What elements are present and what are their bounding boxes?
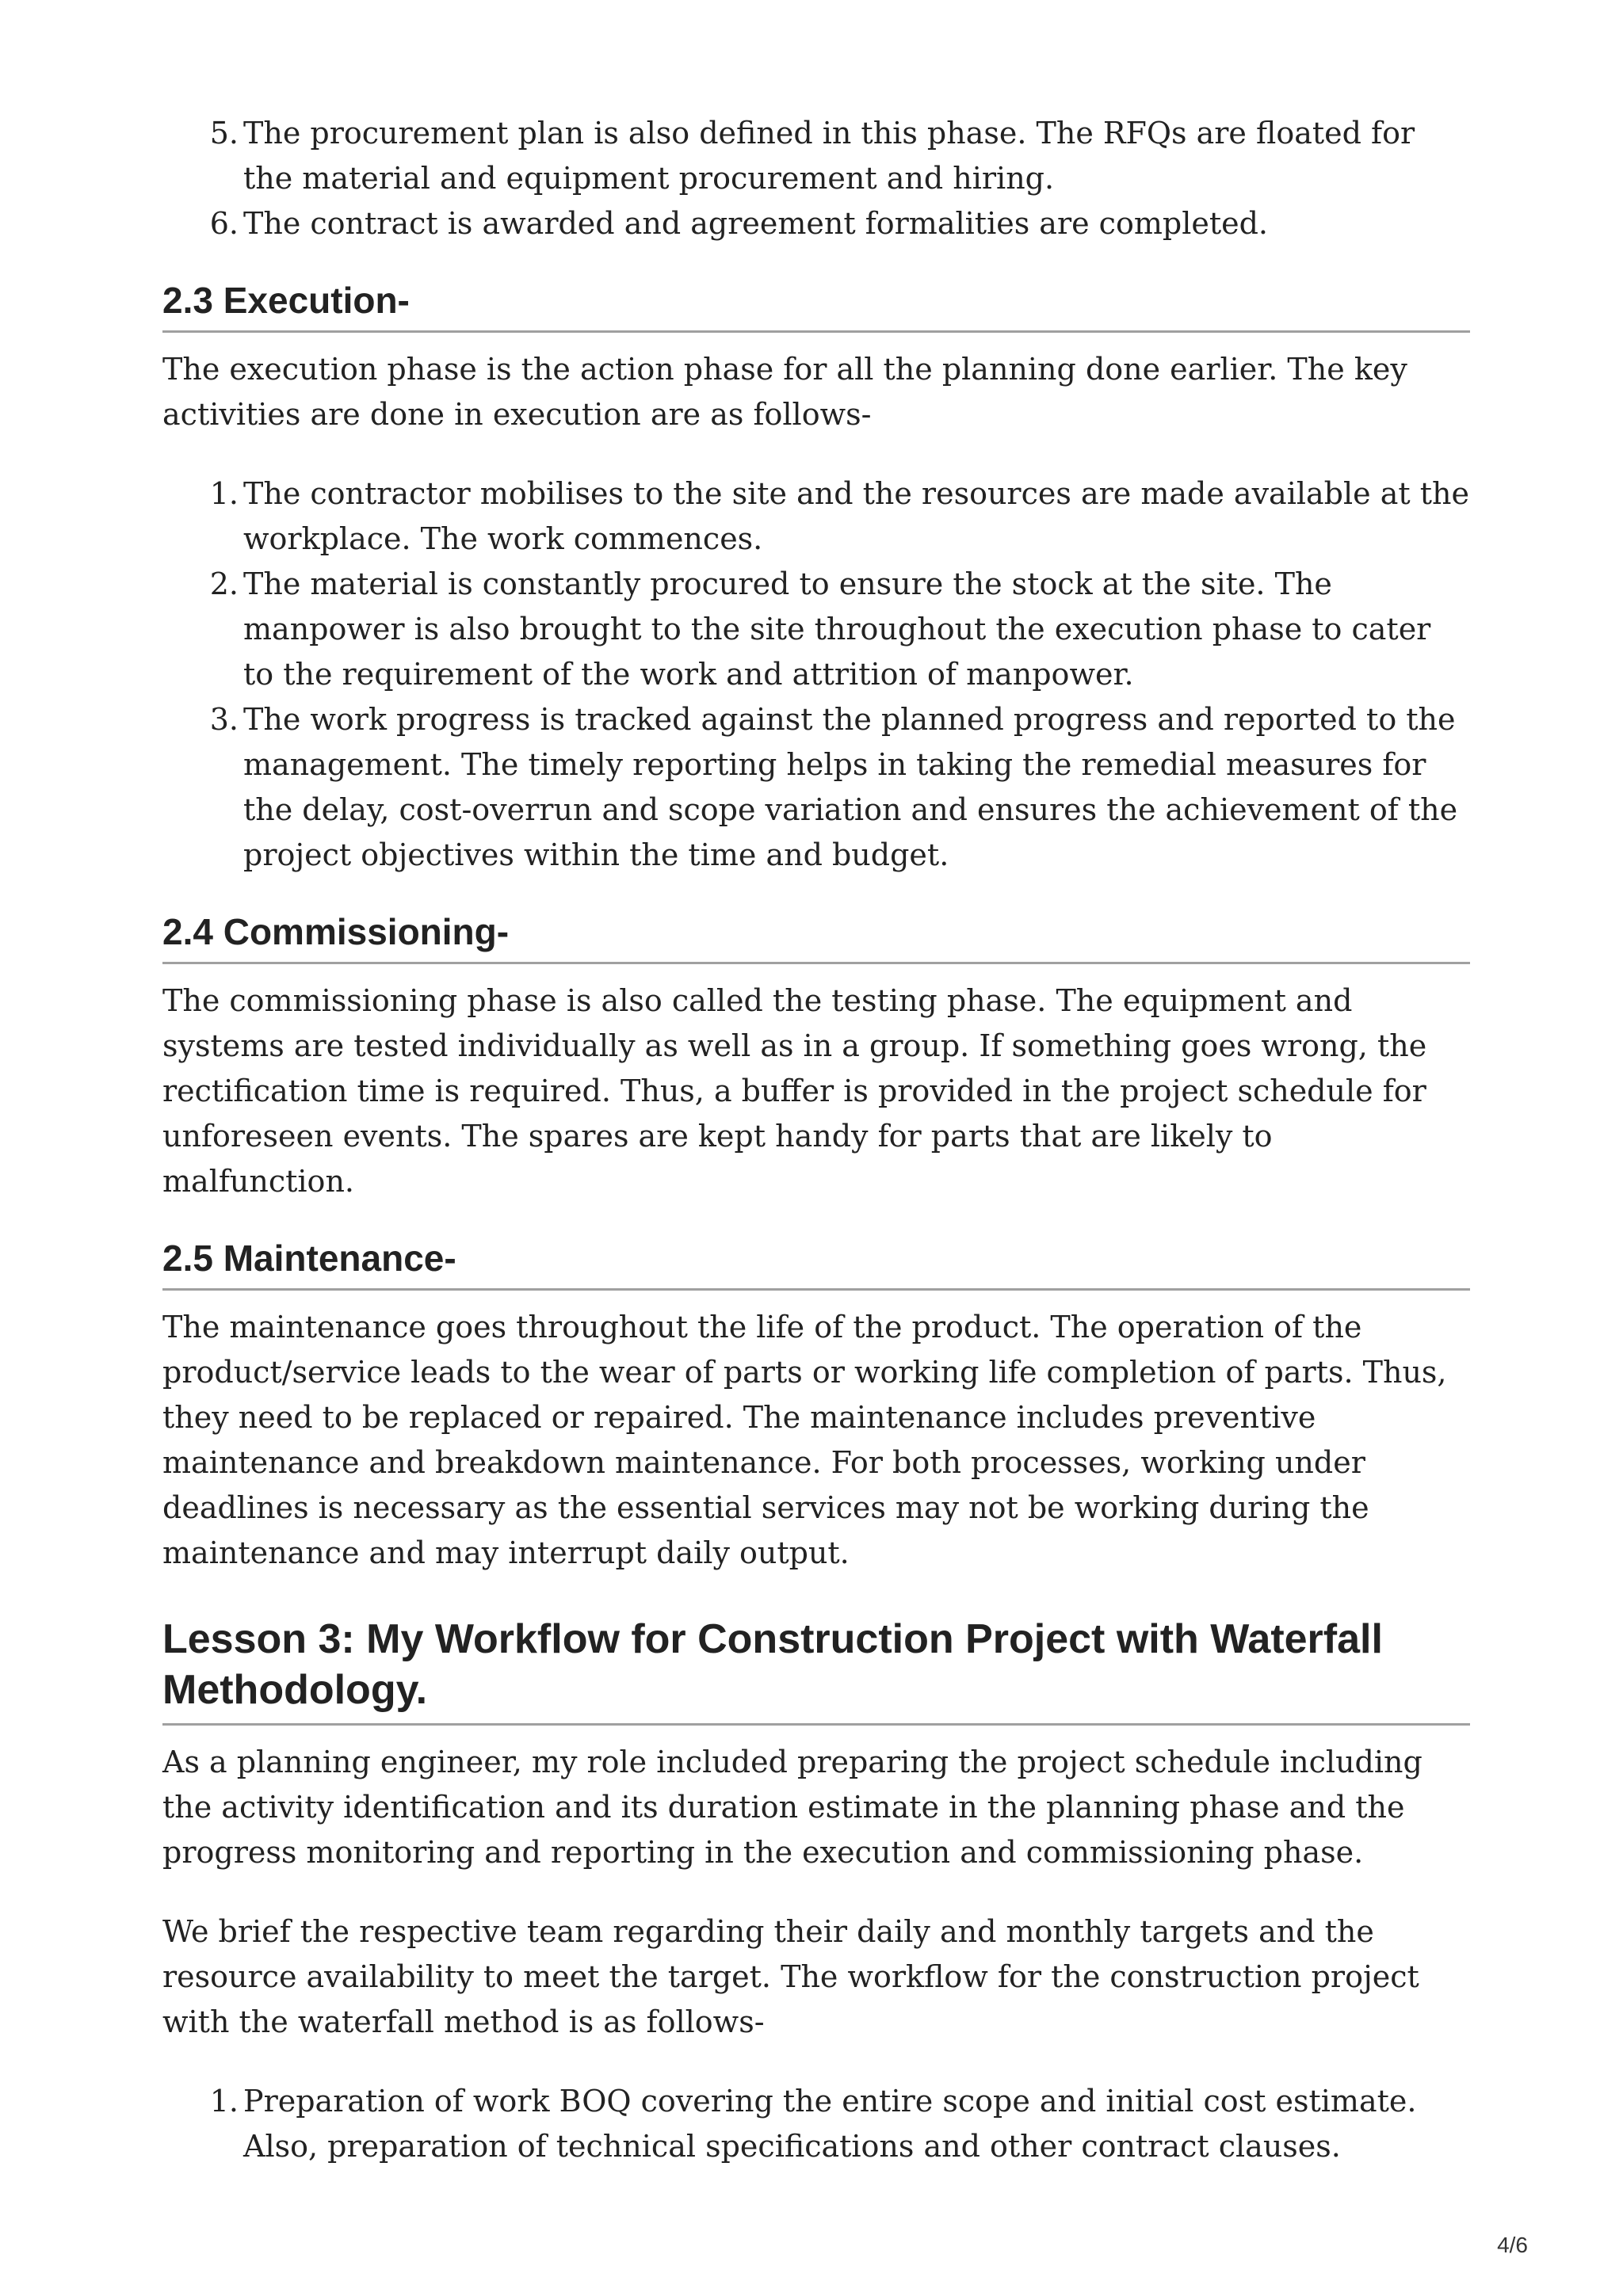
list-text: The material is constantly procured to ensure the stock at the site. The manpower is also brought to the site throughout the execution phase to cater to the requirement of the work and attrition of manpower. [243, 566, 1431, 692]
list-text: Preparation of work BOQ covering the entire scope and initial cost estimate. Also, preparation of technical specifications and other contract clauses. [243, 2084, 1417, 2164]
list-text: The procurement plan is also defined in this phase. The RFQs are floated for the material and equipment procurement and hiring. [243, 116, 1415, 196]
document-page [162, 111, 1470, 2169]
list-number: 3. [209, 702, 239, 737]
list-number: 6. [209, 206, 239, 241]
page-number: 4/6 [1497, 2233, 1528, 2257]
execution-list [162, 471, 1470, 878]
list-item [162, 697, 1470, 878]
list-item [162, 562, 1470, 697]
list-item [162, 471, 1470, 562]
procurement-list [162, 111, 1470, 246]
list-number: 2. [209, 566, 239, 601]
list-text: The contract is awarded and agreement formalities are completed. [243, 206, 1269, 241]
list-text: The work progress is tracked against the planned progress and reported to the management. The timely reporting helps in taking the remedial measures for the delay, cost-overrun and scope variation and ensures the achievement of the project objectives within the time and budget. [243, 702, 1458, 872]
lesson-heading: Lesson 3: My Workflow for Construction Project with Waterfall Methodology. [162, 1614, 1470, 1726]
list-number: 1. [209, 2084, 239, 2119]
list-item [162, 111, 1470, 201]
workflow-list [162, 2079, 1470, 2169]
list-item [162, 201, 1470, 246]
section-heading-execution: 2.3 Execution- [162, 278, 1470, 333]
commissioning-paragraph: The commissioning phase is also called the testing phase. The equipment and systems are tested individually as well as in a group. If something goes wrong, the rectification time is required. Thus, a buffer is provided in the project schedule for unforeseen events. The spares are kept handy for parts that are likely to malfunction. [162, 983, 1427, 1199]
maintenance-paragraph: The maintenance goes throughout the life of the product. The operation of the product/service leads to the wear of parts or working life completion of parts. Thus, they need to be replaced or repaired. The maintenance includes preventive maintenance and breakdown maintenance. For both processes, working under deadlines is necessary as the essential services may not be working during the maintenance and may interrupt daily output. [162, 1310, 1447, 1570]
list-number: 1. [209, 476, 239, 511]
lesson-paragraph-1: As a planning engineer, my role included preparing the project schedule including the activity identification and its duration estimate in the planning phase and the progress monitoring and reporting in the execution and commissioning phase. [162, 1745, 1423, 1870]
execution-intro: The execution phase is the action phase for all the planning done earlier. The key activities are done in execution are as follows- [162, 352, 1407, 432]
section-heading-maintenance: 2.5 Maintenance- [162, 1236, 1470, 1291]
list-number: 5. [209, 116, 239, 151]
list-item [162, 2079, 1470, 2169]
list-text: The contractor mobilises to the site and the resources are made available at the workplace. The work commences. [243, 476, 1469, 556]
section-heading-commissioning: 2.4 Commissioning- [162, 910, 1470, 964]
lesson-paragraph-2: We brief the respective team regarding their daily and monthly targets and the resource availability to meet the target. The workflow for the construction project with the waterfall method is as follows- [162, 1914, 1419, 2039]
